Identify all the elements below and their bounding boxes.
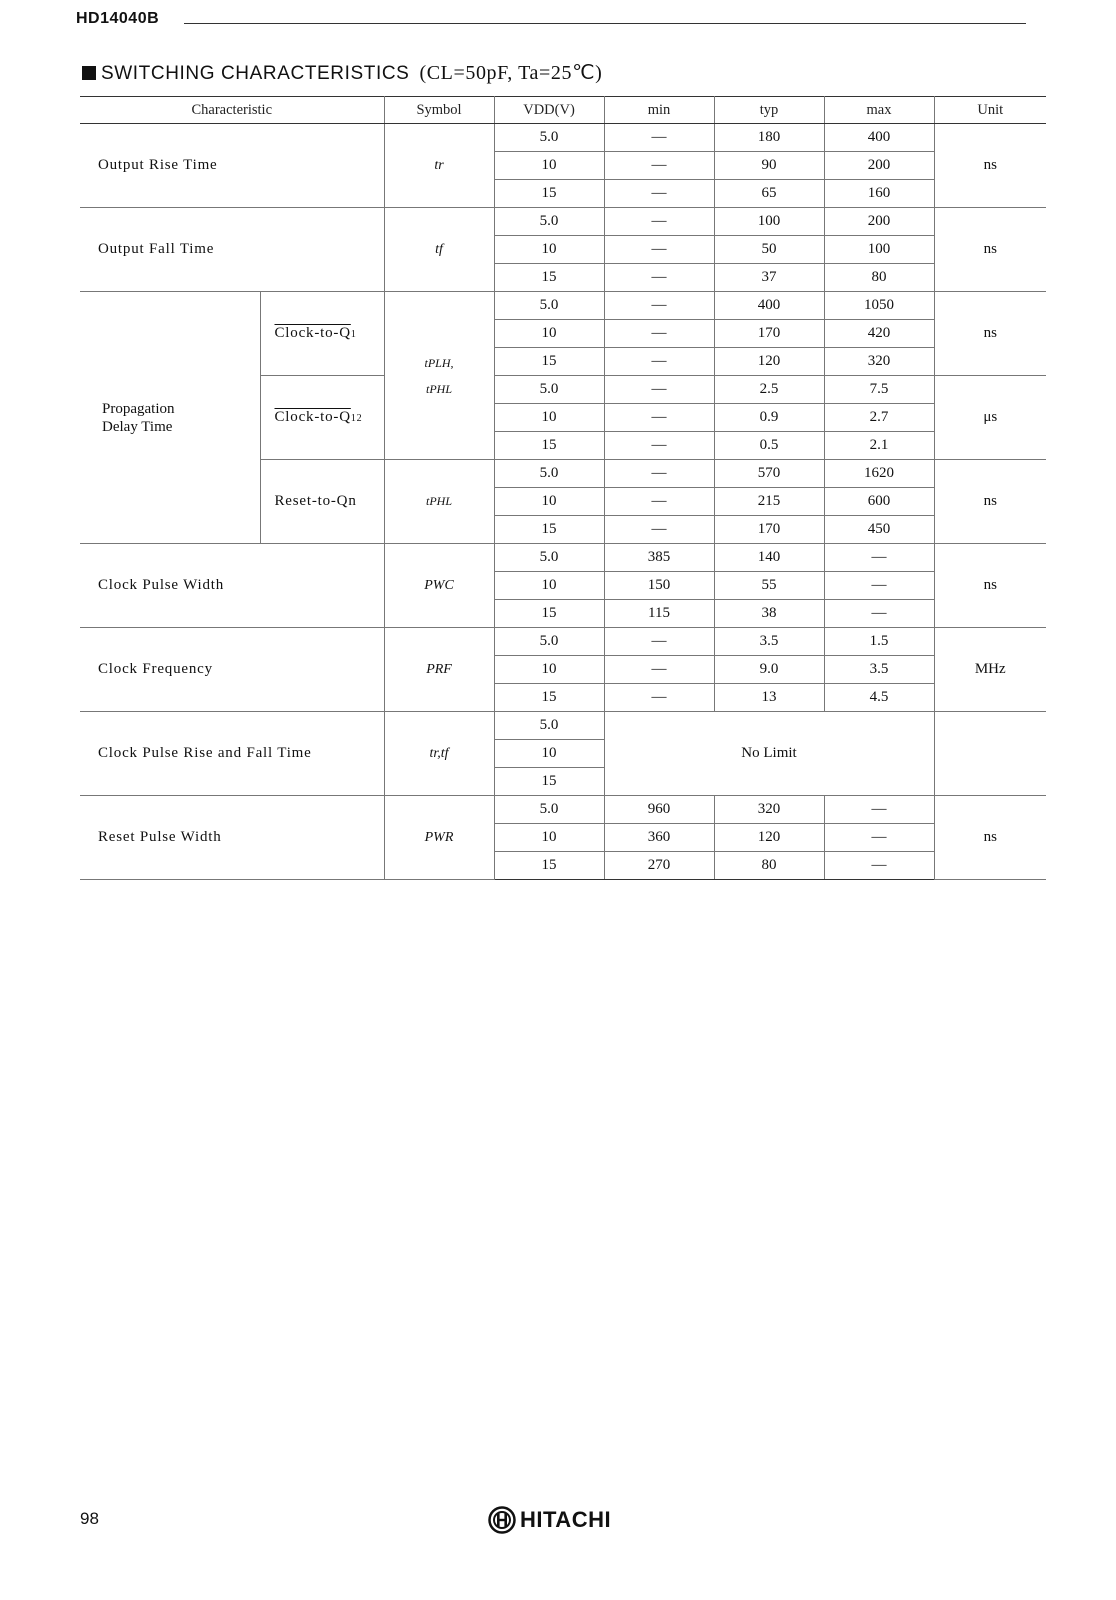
brand-name: HITACHI	[520, 1507, 612, 1532]
header-min: min	[604, 97, 714, 124]
min-cell: —	[604, 432, 714, 460]
table-row	[80, 124, 1046, 152]
header-symbol: Symbol	[384, 97, 494, 124]
subscript-1: 1	[350, 329, 357, 340]
min-cell: —	[604, 684, 714, 712]
min-cell: —	[604, 516, 714, 544]
symbol-tplh: tPLH,	[424, 355, 454, 370]
clock-to-q1-unit: ns	[934, 292, 1046, 376]
vdd-cell: 15	[494, 432, 604, 460]
table-row	[80, 544, 1046, 572]
max-cell: 450	[824, 516, 934, 544]
symbol-tphl: tPHL	[426, 381, 453, 396]
hitachi-logo	[488, 1506, 611, 1534]
clock-to-q1-label	[260, 292, 384, 376]
min-cell: —	[604, 460, 714, 488]
typ-cell: 180	[714, 124, 824, 152]
min-cell: —	[604, 152, 714, 180]
vdd-cell: 5.0	[494, 124, 604, 152]
min-cell: —	[604, 320, 714, 348]
header-unit: Unit	[934, 97, 1046, 124]
vdd-cell: 5.0	[494, 544, 604, 572]
rise-time-unit: ns	[934, 124, 1046, 208]
max-cell: —	[824, 600, 934, 628]
min-cell: 960	[604, 796, 714, 824]
table-row	[80, 292, 1046, 320]
typ-cell: 0.5	[714, 432, 824, 460]
min-cell: —	[604, 488, 714, 516]
section-title	[82, 60, 602, 85]
max-cell: 420	[824, 320, 934, 348]
min-cell: —	[604, 656, 714, 684]
propagation-label-line1: Propagation	[102, 400, 175, 417]
table-header-row	[80, 97, 1046, 124]
propagation-delay-label	[80, 292, 260, 544]
typ-cell: 3.5	[714, 628, 824, 656]
propagation-label-line2: Delay Time	[102, 418, 173, 435]
clock-to-q-text: Clock-to-Q	[274, 325, 351, 341]
clock-to-q12-label	[260, 376, 384, 460]
vdd-cell: 10	[494, 572, 604, 600]
reset-to-qn-unit: ns	[934, 460, 1046, 544]
max-cell: —	[824, 852, 934, 880]
typ-cell: 2.5	[714, 376, 824, 404]
min-cell: —	[604, 208, 714, 236]
max-cell: 200	[824, 152, 934, 180]
vdd-cell: 15	[494, 684, 604, 712]
max-cell: —	[824, 544, 934, 572]
clock-pulse-width-symbol: PWC	[384, 544, 494, 628]
max-cell: 600	[824, 488, 934, 516]
reset-pulse-width-symbol: PWR	[384, 796, 494, 880]
reset-to-qn-symbol: tPHL	[384, 460, 494, 544]
vdd-cell: 15	[494, 852, 604, 880]
typ-cell: 320	[714, 796, 824, 824]
page-header	[76, 10, 1026, 34]
max-cell: 2.7	[824, 404, 934, 432]
min-cell: 270	[604, 852, 714, 880]
no-limit-note: No Limit	[604, 712, 934, 796]
typ-cell: 100	[714, 208, 824, 236]
max-cell: 320	[824, 348, 934, 376]
reset-pulse-width-label: Reset Pulse Width	[80, 796, 384, 880]
min-cell: —	[604, 628, 714, 656]
header-vdd: VDD(V)	[494, 97, 604, 124]
max-cell: 160	[824, 180, 934, 208]
min-cell: —	[604, 180, 714, 208]
table-row	[80, 208, 1046, 236]
propagation-symbol	[384, 292, 494, 460]
typ-cell: 140	[714, 544, 824, 572]
max-cell: 80	[824, 264, 934, 292]
min-cell: 385	[604, 544, 714, 572]
typ-cell: 0.9	[714, 404, 824, 432]
max-cell: 4.5	[824, 684, 934, 712]
min-cell: 115	[604, 600, 714, 628]
section-title-text: SWITCHING CHARACTERISTICS	[101, 63, 410, 84]
max-cell: 7.5	[824, 376, 934, 404]
vdd-cell: 5.0	[494, 292, 604, 320]
typ-cell: 37	[714, 264, 824, 292]
typ-cell: 120	[714, 824, 824, 852]
header-max: max	[824, 97, 934, 124]
vdd-cell: 10	[494, 740, 604, 768]
header-rule	[184, 23, 1026, 24]
min-cell: —	[604, 404, 714, 432]
rise-fall-time-symbol: tr,tf	[384, 712, 494, 796]
vdd-cell: 15	[494, 768, 604, 796]
fall-time-symbol: tf	[384, 208, 494, 292]
table-row	[80, 712, 1046, 740]
max-cell: —	[824, 824, 934, 852]
min-cell: —	[604, 264, 714, 292]
vdd-cell: 10	[494, 488, 604, 516]
vdd-cell: 5.0	[494, 712, 604, 740]
min-cell: 150	[604, 572, 714, 600]
min-cell: —	[604, 124, 714, 152]
vdd-cell: 5.0	[494, 460, 604, 488]
max-cell: 2.1	[824, 432, 934, 460]
typ-cell: 90	[714, 152, 824, 180]
fall-time-label: Output Fall Time	[80, 208, 384, 292]
max-cell: 400	[824, 124, 934, 152]
vdd-cell: 10	[494, 656, 604, 684]
max-cell: 200	[824, 208, 934, 236]
max-cell: 100	[824, 236, 934, 264]
typ-cell: 55	[714, 572, 824, 600]
max-cell: 3.5	[824, 656, 934, 684]
vdd-cell: 5.0	[494, 628, 604, 656]
vdd-cell: 15	[494, 348, 604, 376]
vdd-cell: 5.0	[494, 796, 604, 824]
max-cell: 1.5	[824, 628, 934, 656]
rise-fall-time-unit	[934, 712, 1046, 796]
clock-pulse-width-label: Clock Pulse Width	[80, 544, 384, 628]
max-cell: —	[824, 572, 934, 600]
clock-frequency-unit: MHz	[934, 628, 1046, 712]
part-number: HD14040B	[76, 10, 160, 27]
typ-cell: 9.0	[714, 656, 824, 684]
vdd-cell: 15	[494, 264, 604, 292]
reset-pulse-width-unit: ns	[934, 796, 1046, 880]
square-bullet-icon	[82, 66, 96, 80]
vdd-cell: 10	[494, 236, 604, 264]
reset-to-qn-label: Reset-to-Qn	[260, 460, 384, 544]
clock-to-q12-unit: μs	[934, 376, 1046, 460]
table-row	[80, 628, 1046, 656]
fall-time-unit: ns	[934, 208, 1046, 292]
typ-cell: 38	[714, 600, 824, 628]
vdd-cell: 5.0	[494, 376, 604, 404]
min-cell: —	[604, 376, 714, 404]
rise-time-symbol: tr	[384, 124, 494, 208]
hitachi-mark-icon	[488, 1506, 516, 1534]
vdd-cell: 10	[494, 404, 604, 432]
typ-cell: 13	[714, 684, 824, 712]
typ-cell: 570	[714, 460, 824, 488]
min-cell: —	[604, 236, 714, 264]
typ-cell: 80	[714, 852, 824, 880]
clock-frequency-label: Clock Frequency	[80, 628, 384, 712]
vdd-cell: 10	[494, 320, 604, 348]
typ-cell: 170	[714, 516, 824, 544]
vdd-cell: 5.0	[494, 208, 604, 236]
typ-cell: 65	[714, 180, 824, 208]
test-condition: (CL=50pF, Ta=25℃)	[419, 62, 603, 84]
vdd-cell: 10	[494, 824, 604, 852]
max-cell: —	[824, 796, 934, 824]
max-cell: 1620	[824, 460, 934, 488]
typ-cell: 50	[714, 236, 824, 264]
switching-characteristics-table	[80, 96, 1046, 880]
min-cell: —	[604, 292, 714, 320]
vdd-cell: 15	[494, 600, 604, 628]
table-row	[80, 796, 1046, 824]
subscript-12: 12	[350, 413, 363, 424]
typ-cell: 120	[714, 348, 824, 376]
page-number: 98	[80, 1509, 99, 1528]
typ-cell: 400	[714, 292, 824, 320]
rise-time-label: Output Rise Time	[80, 124, 384, 208]
clock-frequency-symbol: PRF	[384, 628, 494, 712]
header-characteristic: Characteristic	[80, 97, 384, 124]
min-cell: 360	[604, 824, 714, 852]
vdd-cell: 10	[494, 152, 604, 180]
rise-fall-time-label: Clock Pulse Rise and Fall Time	[80, 712, 384, 796]
min-cell: —	[604, 348, 714, 376]
max-cell: 1050	[824, 292, 934, 320]
vdd-cell: 15	[494, 516, 604, 544]
typ-cell: 215	[714, 488, 824, 516]
clock-to-q-text: Clock-to-Q	[274, 409, 351, 425]
clock-pulse-width-unit: ns	[934, 544, 1046, 628]
header-typ: typ	[714, 97, 824, 124]
typ-cell: 170	[714, 320, 824, 348]
vdd-cell: 15	[494, 180, 604, 208]
